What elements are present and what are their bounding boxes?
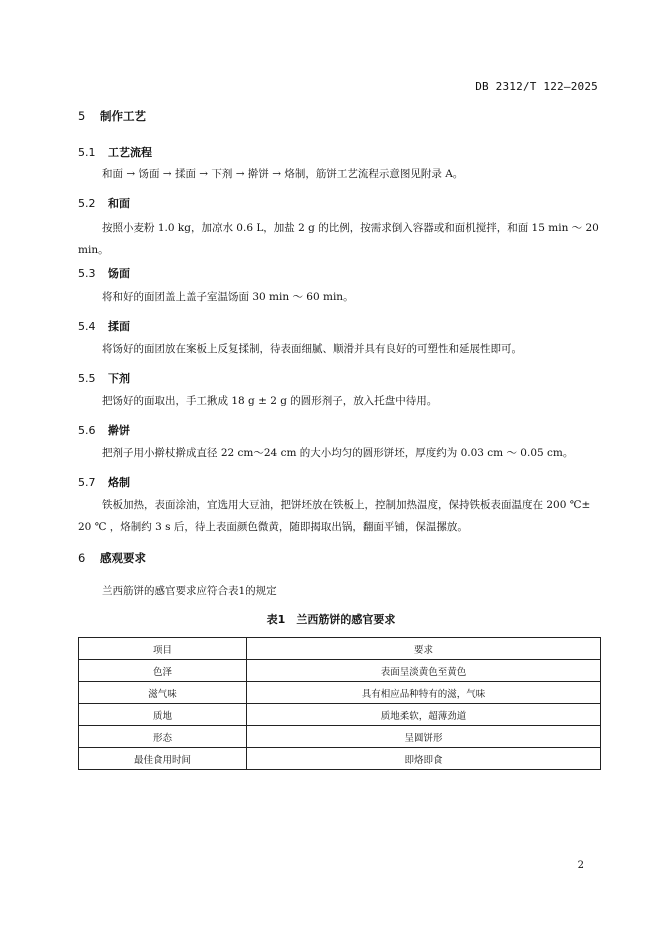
- row-requirement-cell: 表面呈淡黄色至黄色: [247, 660, 601, 682]
- sensory-requirements-table: [78, 637, 601, 770]
- row-item-cell: 形态: [79, 726, 247, 748]
- row-item-cell: 质地: [79, 704, 247, 726]
- subsection-title: 工艺流程: [108, 146, 152, 159]
- subsection-number: 5.1: [78, 146, 96, 159]
- standard-code: DB 2312/T 122—2025: [475, 80, 598, 93]
- section-title: 制作工艺: [100, 109, 146, 123]
- subsection-heading-5-5: [78, 370, 130, 386]
- subsection-heading-5-3: [78, 265, 130, 281]
- paragraph-5-6: 把剂子用小擀杖擀成直径 22 cm～24 cm 的大小均匀的圆形饼坯，厚度约为 0.03 cm ～ 0.05 cm。: [102, 447, 574, 459]
- table-header-row: [79, 638, 601, 660]
- paragraph-5-7: 铁板加热，表面涂油，宜选用大豆油，把饼坯放在铁板上，控制加热温度，保持铁板表面温度在 200 ℃± 20 ℃ ，烙制约 3 s 后，待上表面颜色微黄，随即揭取出锅，翻面平铺，保温摞放。: [78, 499, 591, 533]
- paragraph-5-5: 把饧好的面取出，手工揪成 18 g ± 2 g 的圆形剂子，放入托盘中待用。: [102, 395, 438, 407]
- header-cell-requirement: 要求: [247, 638, 601, 660]
- row-item-cell: 滋气味: [79, 682, 247, 704]
- subsection-title: 揉面: [108, 320, 130, 333]
- subsection-number: 5.4: [78, 320, 96, 333]
- header-cell-item: 项目: [79, 638, 247, 660]
- section-title: 感观要求: [100, 551, 146, 565]
- table-row: [79, 660, 601, 682]
- subsection-title: 烙制: [108, 476, 130, 489]
- row-item-cell: 色泽: [79, 660, 247, 682]
- subsection-heading-5-4: [78, 318, 130, 334]
- subsection-heading-5-1: [78, 144, 152, 160]
- row-requirement-cell: 即烙即食: [247, 748, 601, 770]
- subsection-heading-5-2: [78, 195, 130, 211]
- paragraph-5-2: 按照小麦粉 1.0 kg，加凉水 0.6 L，加盐 2 g 的比例，按需求倒入容器或和面机搅拌，和面 15 min ～ 20 min。: [78, 222, 599, 256]
- row-item-cell: 最佳食用时间: [79, 748, 247, 770]
- row-requirement-cell: 具有相应品种特有的滋，气味: [247, 682, 601, 704]
- paragraph-5-1: 和面 → 饧面 → 揉面 → 下剂 → 擀饼 → 烙制，筋饼工艺流程示意图见附录 A。: [102, 168, 464, 180]
- section-heading-6: [78, 550, 146, 566]
- table-row: [79, 682, 601, 704]
- subsection-title: 和面: [108, 197, 130, 210]
- paragraph-5-3: 将和好的面团盖上盖子室温饧面 30 min ～ 60 min。: [102, 291, 354, 303]
- section-number: 5: [78, 109, 86, 123]
- paragraph-5-4: 将饧好的面团放在案板上反复揉制，待表面细腻、顺滑并具有良好的可塑性和延展性即可。: [102, 343, 522, 355]
- subsection-number: 5.5: [78, 372, 96, 385]
- row-requirement-cell: 质地柔软，超薄劲道: [247, 704, 601, 726]
- subsection-title: 下剂: [108, 372, 130, 385]
- section-heading-5: [78, 108, 146, 124]
- subsection-heading-5-7: [78, 474, 130, 490]
- row-requirement-cell: 呈圆饼形: [247, 726, 601, 748]
- page-number: 2: [577, 860, 584, 871]
- subsection-heading-5-6: [78, 422, 130, 438]
- table-row: [79, 748, 601, 770]
- subsection-number: 5.7: [78, 476, 96, 489]
- table-row: [79, 726, 601, 748]
- paragraph-6-intro: 兰西筋饼的感官要求应符合表1的规定: [102, 585, 277, 597]
- subsection-title: 擀饼: [108, 424, 130, 437]
- subsection-number: 5.2: [78, 197, 96, 210]
- table-caption: 表1 兰西筋饼的感官要求: [266, 613, 396, 626]
- subsection-title: 饧面: [108, 267, 130, 280]
- section-number: 6: [78, 551, 86, 565]
- subsection-number: 5.6: [78, 424, 96, 437]
- table-row: [79, 704, 601, 726]
- subsection-number: 5.3: [78, 267, 96, 280]
